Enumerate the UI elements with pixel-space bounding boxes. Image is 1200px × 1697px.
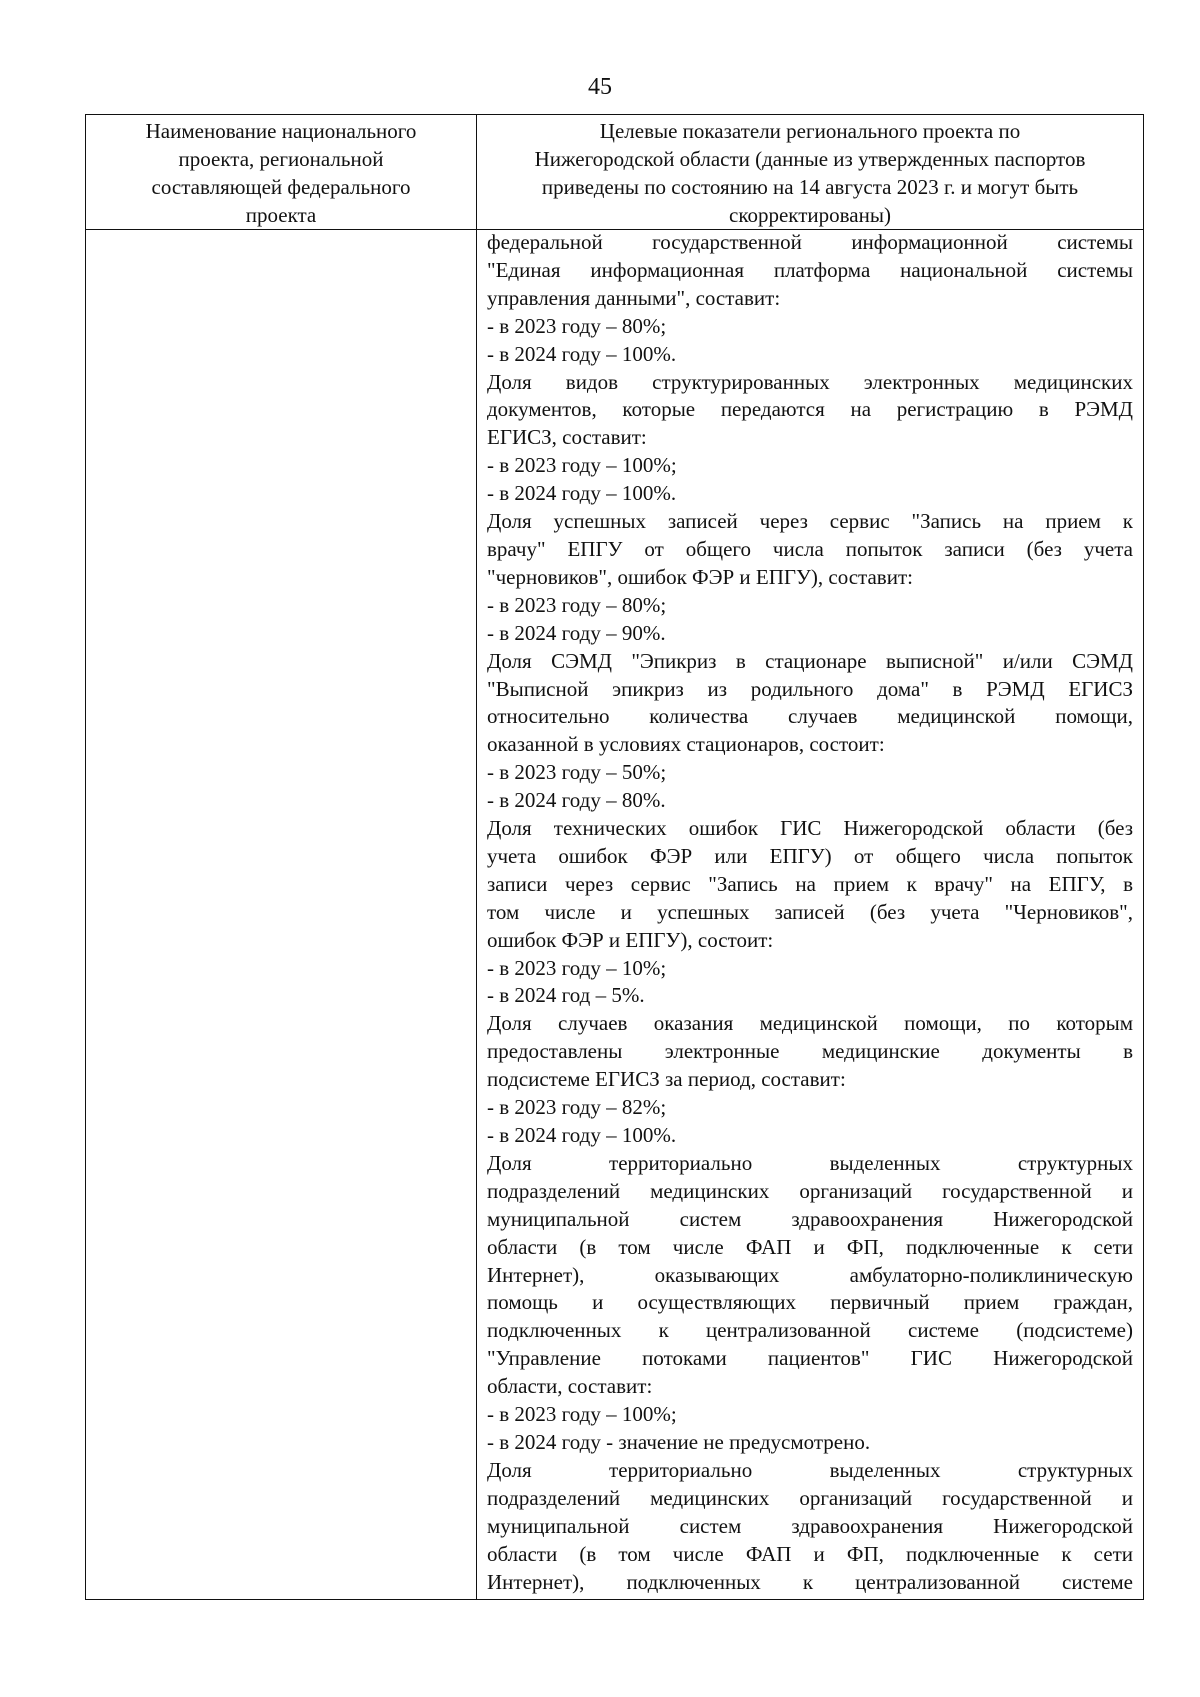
text-line: - в 2023 году – 50%; [487,760,667,785]
text-line: относительно количества случаев медицинской помощи, [487,704,1133,729]
text-line: - в 2023 году – 100%; [487,453,677,478]
text-line: Доля территориально выделенных структурных [487,1150,1133,1175]
text-line: - в 2024 году – 80%. [487,788,666,813]
text-line: - в 2024 году – 100%. [487,1123,677,1147]
table-header-row [86,115,1143,230]
text-line: Доля видов структурированных электронных медицинских [487,369,1133,394]
text-line: "Выписной эпикриз из родильного дома" в РЭМД ЕГИСЗ [487,676,1133,701]
text-line: - в 2024 год – 5%. [487,983,645,1008]
text-line: предоставлены электронные медицинские документы в [487,1039,1133,1064]
text-line: "Управление потоками пациентов" ГИС Нижегородской [487,1346,1133,1371]
text-line: муниципальной систем здравоохранения Нижегородской [487,1513,1133,1538]
text-line: - в 2023 году – 82%; [487,1095,667,1120]
text-line: ошибок ФЭР и ЕПГУ), состоит: [487,927,774,952]
text-line: - в 2023 году – 80%; [487,592,667,617]
header-line: составляющей федерального [151,175,411,199]
text-line: области, составит: [487,1374,653,1399]
text-line: подразделений медицинских организаций государственной и [487,1485,1133,1510]
text-line: "Единая информационная платформа национальной системы [487,257,1133,282]
text-line: Интернет), подключенных к централизованной системе [487,1569,1133,1594]
text-line: том числе и успешных записей (без учета "Черновиков", [487,899,1133,924]
text-line: - в 2023 году – 10%; [487,955,667,980]
text-line: - в 2023 году – 100%; [487,1402,677,1427]
header-line: Целевые показатели регионального проекта по [599,119,1021,143]
text-line: "черновиков", ошибок ФЭР и ЕПГУ), составит: [487,564,913,589]
text-line: Доля успешных записей через сервис "Запись на прием к [487,509,1133,534]
text-line: записи через сервис "Запись на прием к врачу" на ЕПГУ, в [487,871,1133,896]
body-cell-indicators-text [477,229,1143,1596]
text-line: - в 2023 году – 80%; [487,313,667,338]
text-line: подсистеме ЕГИСЗ за период, составит: [487,1067,846,1092]
text-line: управления данными", составит: [487,285,781,310]
text-line: Интернет), оказывающих амбулаторно-поликлиническую [487,1262,1133,1287]
text-line: оказанной в условиях стационаров, состоит: [487,732,885,757]
header-cell-project-name [86,115,476,229]
header-line: скорректированы) [729,203,891,227]
header-line: проекта [245,203,317,227]
text-line: области (в том числе ФАП и ФП, подключенные к сети [487,1234,1133,1259]
text-line: Доля технических ошибок ГИС Нижегородской области (без [487,816,1133,841]
text-line: ЕГИСЗ, составит: [487,425,647,450]
indicators-table [85,114,1144,1600]
text-line: - в 2024 году – 100%. [487,481,677,506]
text-line: подразделений медицинских организаций государственной и [487,1178,1133,1203]
header-line: Наименование национального [145,119,417,143]
text-line: федеральной государственной информационной системы [487,230,1133,254]
text-line: документов, которые передаются на регистрацию в РЭМД [487,397,1133,422]
text-line: области (в том числе ФАП и ФП, подключенные к сети [487,1541,1133,1566]
text-line: - в 2024 году - значение не предусмотрено. [487,1429,871,1454]
text-line: Доля случаев оказания медицинской помощи, по которым [487,1011,1133,1036]
text-line: врачу" ЕПГУ от общего числа попыток записи (без учета [487,536,1133,561]
header-cell-target-indicators [477,115,1143,229]
header-line: приведены по состоянию на 14 августа 2023 г. и могут быть [541,175,1079,199]
text-line: Доля СЭМД "Эпикриз в стационаре выписной" и/или СЭМД [487,648,1133,673]
header-line: проекта, региональной [178,147,384,171]
text-line: - в 2024 году – 100%. [487,341,677,366]
text-line: - в 2024 году – 90%. [487,620,666,645]
page-number: 45 [588,74,612,100]
text-line: учета ошибок ФЭР или ЕПГУ) от общего числа попыток [487,843,1133,868]
text-line: муниципальной систем здравоохранения Нижегородской [487,1206,1133,1231]
text-line: Доля территориально выделенных структурных [487,1457,1133,1482]
text-line: подключенных к централизованной системе (подсистеме) [487,1318,1133,1343]
text-line: помощь и осуществляющих первичный прием граждан, [487,1290,1133,1315]
header-line: Нижегородской области (данные из утвержденных паспортов [534,147,1086,171]
